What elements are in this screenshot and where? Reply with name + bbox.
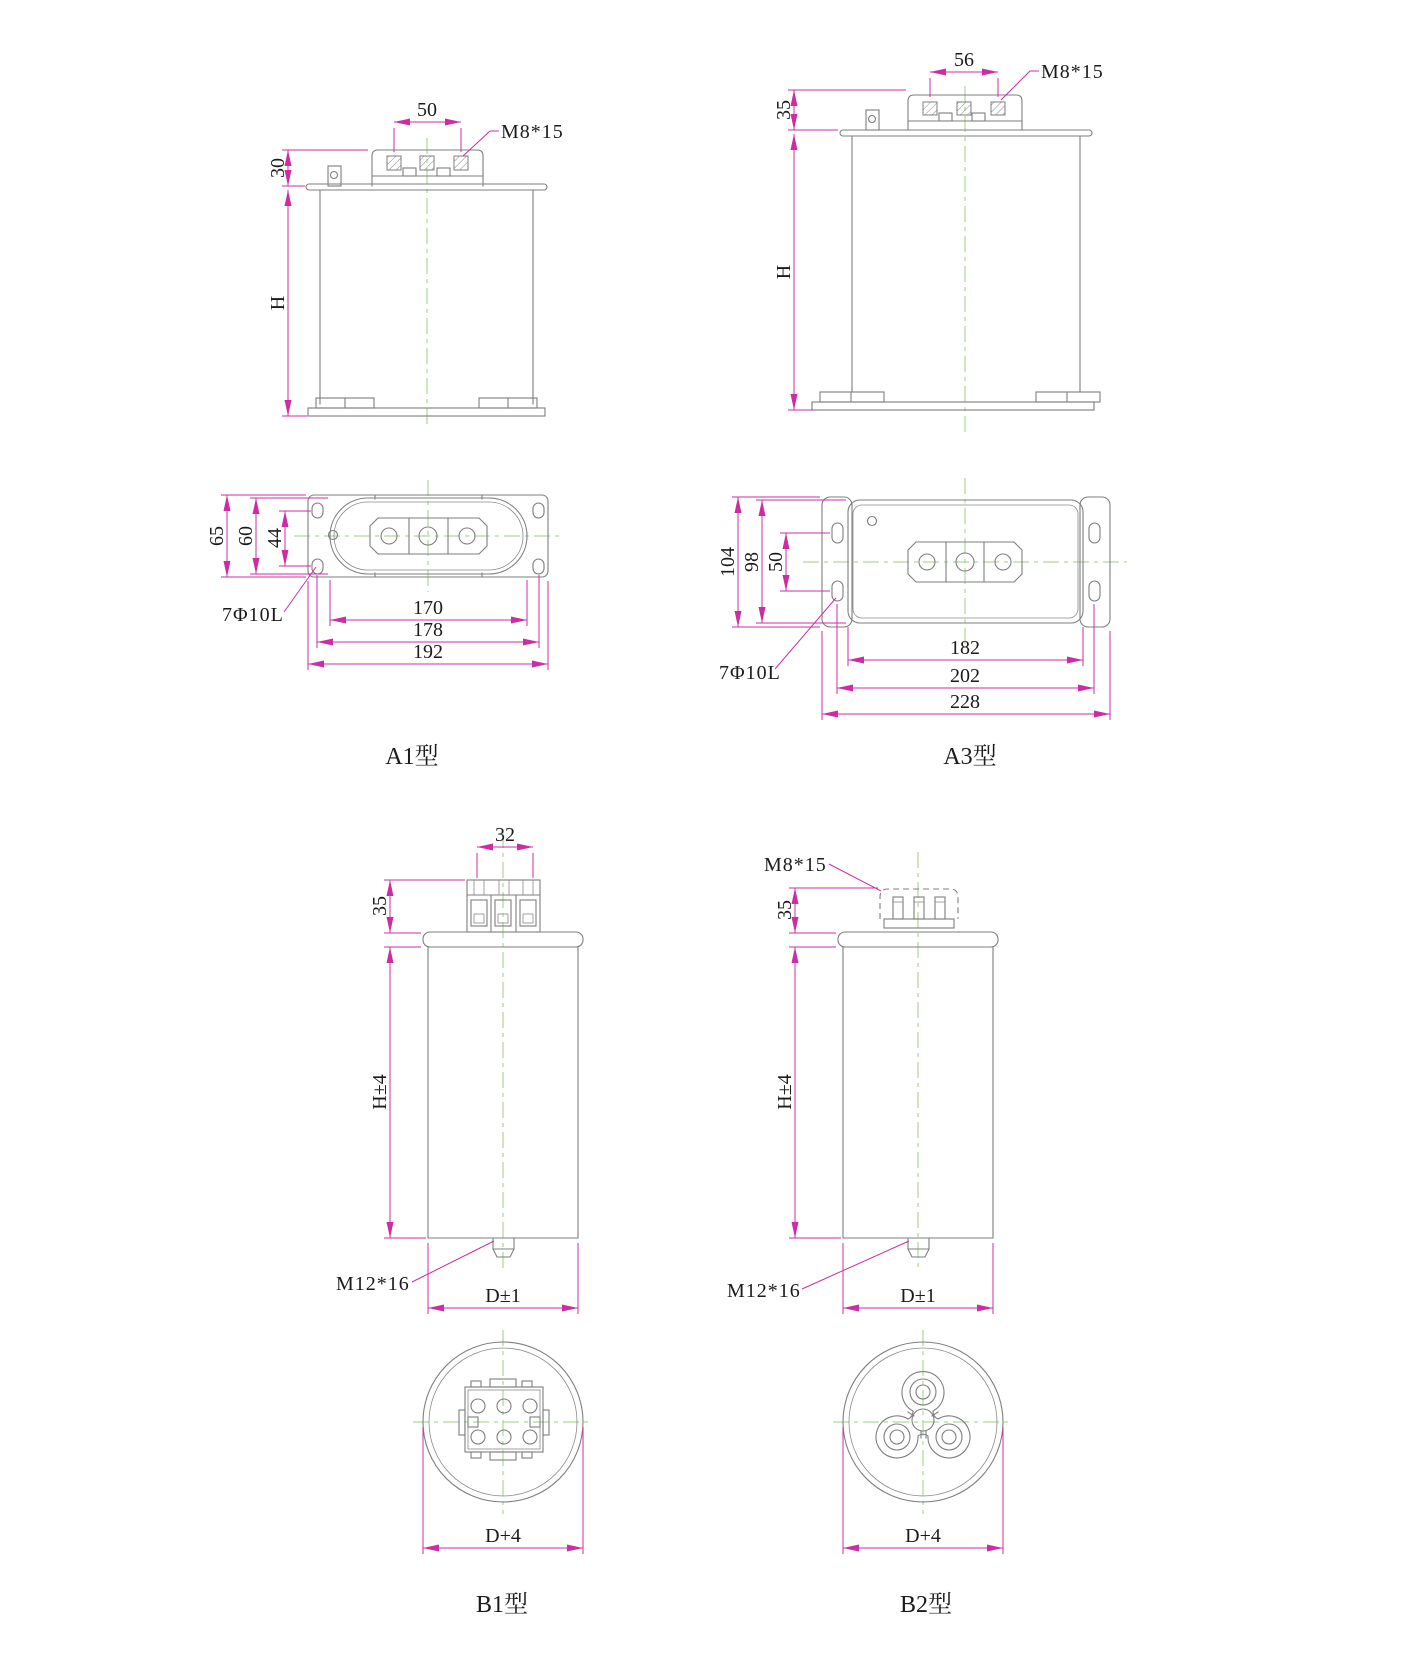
dim-b2-stud-spec: M12*16 — [727, 1280, 801, 1302]
dim-a1-flange-width: 65 — [206, 526, 228, 546]
a3-front-dimensions — [773, 49, 1104, 410]
dim-b2-diameter: D±1 — [900, 1285, 936, 1307]
a3-front-view — [773, 49, 1104, 432]
b1-type-label: B1型 — [475, 1592, 529, 1618]
dim-a3-terminal-pitch: 56 — [954, 49, 974, 71]
dim-a3-overall: 228 — [950, 691, 980, 713]
a1-side-tab — [328, 166, 341, 186]
dim-a3-flange-width: 104 — [717, 547, 739, 577]
dim-b1-terminal-height: 35 — [369, 896, 391, 916]
dim-b2-terminal-height: 35 — [774, 900, 796, 920]
a1-front-dimensions — [267, 99, 564, 416]
a3-stud-left — [923, 102, 937, 115]
dim-b2-body-height: H±4 — [774, 1074, 796, 1110]
a3-front-outline — [812, 95, 1100, 410]
b2-bottom-centerlines — [833, 1330, 1013, 1514]
b1-front-dimensions — [336, 824, 578, 1314]
b1-bottom-centerlines — [413, 1330, 593, 1514]
dim-a3-inner: 182 — [950, 637, 980, 659]
dim-a3-slot-pitch: 50 — [765, 552, 787, 572]
a1-slot-bl — [312, 559, 323, 574]
dim-a1-inner: 170 — [413, 597, 443, 619]
dim-b1-stud-spec: M12*16 — [336, 1273, 410, 1295]
a3-type-label: A3型 — [943, 744, 997, 770]
dim-b1-terminal-width: 32 — [495, 824, 515, 846]
b2-front-dimensions — [727, 854, 993, 1314]
dim-b2-thread-spec: M8*15 — [764, 854, 827, 876]
dim-a1-slot-pitch: 44 — [264, 528, 286, 548]
a3-plan-dimensions — [717, 497, 1110, 720]
dim-a1-thread-spec: M8*15 — [501, 121, 564, 143]
a1-stud-left — [387, 156, 401, 170]
b1-terminal-top-view — [465, 1387, 543, 1452]
b2-stud-right — [935, 897, 945, 919]
a1-plan-view — [206, 480, 562, 770]
a1-slot-br — [533, 559, 544, 574]
b2-stud-left — [893, 897, 903, 919]
dim-b1-body-height: H±4 — [369, 1074, 391, 1110]
b2-front-view — [727, 852, 998, 1314]
dim-a1-terminal-height: 30 — [267, 158, 289, 178]
a3-slot-tl — [832, 523, 843, 543]
dim-a1-terminal-pitch: 50 — [417, 99, 437, 121]
b2-terminal-cover — [880, 889, 958, 919]
a3-slot-tr — [1089, 523, 1100, 543]
a1-slot-tr — [533, 503, 544, 518]
a3-stud-right — [991, 102, 1005, 115]
dim-b1-bottom-diameter: D+4 — [485, 1525, 521, 1547]
dim-a3-terminal-height: 35 — [773, 100, 795, 120]
a1-slot-tl — [312, 503, 323, 518]
dim-a1-overall: 192 — [413, 641, 443, 663]
a1-stud-mid — [420, 156, 434, 170]
a1-front-view — [267, 99, 564, 428]
a3-stud-mid — [957, 102, 971, 115]
b2-type-label: B2型 — [899, 1592, 953, 1618]
a1-type-label: A1型 — [385, 744, 439, 770]
dim-a1-slots: 178 — [413, 619, 443, 641]
b1-bottom-view — [413, 1330, 593, 1618]
dim-a3-body-height: H — [773, 264, 795, 280]
a3-side-tab — [866, 110, 879, 130]
a3-slot-bl — [832, 581, 843, 601]
b2-bottom-view — [833, 1330, 1013, 1618]
dim-a1-body-height: H — [267, 295, 289, 311]
dim-a3-thread-spec: M8*15 — [1041, 61, 1104, 83]
dim-b2-bottom-diameter: D+4 — [905, 1525, 941, 1547]
dim-a3-body-width: 98 — [741, 552, 763, 572]
dim-a1-hole-spec: 7Φ10L — [222, 604, 284, 626]
dim-a3-hole-spec: 7Φ10L — [719, 662, 781, 684]
b2-stud-mid — [914, 897, 924, 919]
dim-a3-slots: 202 — [950, 665, 980, 687]
dim-a1-body-width: 60 — [235, 526, 257, 546]
a3-plan-view — [717, 478, 1127, 770]
a3-slot-br — [1089, 581, 1100, 601]
dim-b1-diameter: D±1 — [485, 1285, 521, 1307]
a1-plan-dimensions — [206, 495, 548, 670]
b1-front-view — [336, 824, 583, 1314]
a1-stud-right — [454, 156, 468, 170]
